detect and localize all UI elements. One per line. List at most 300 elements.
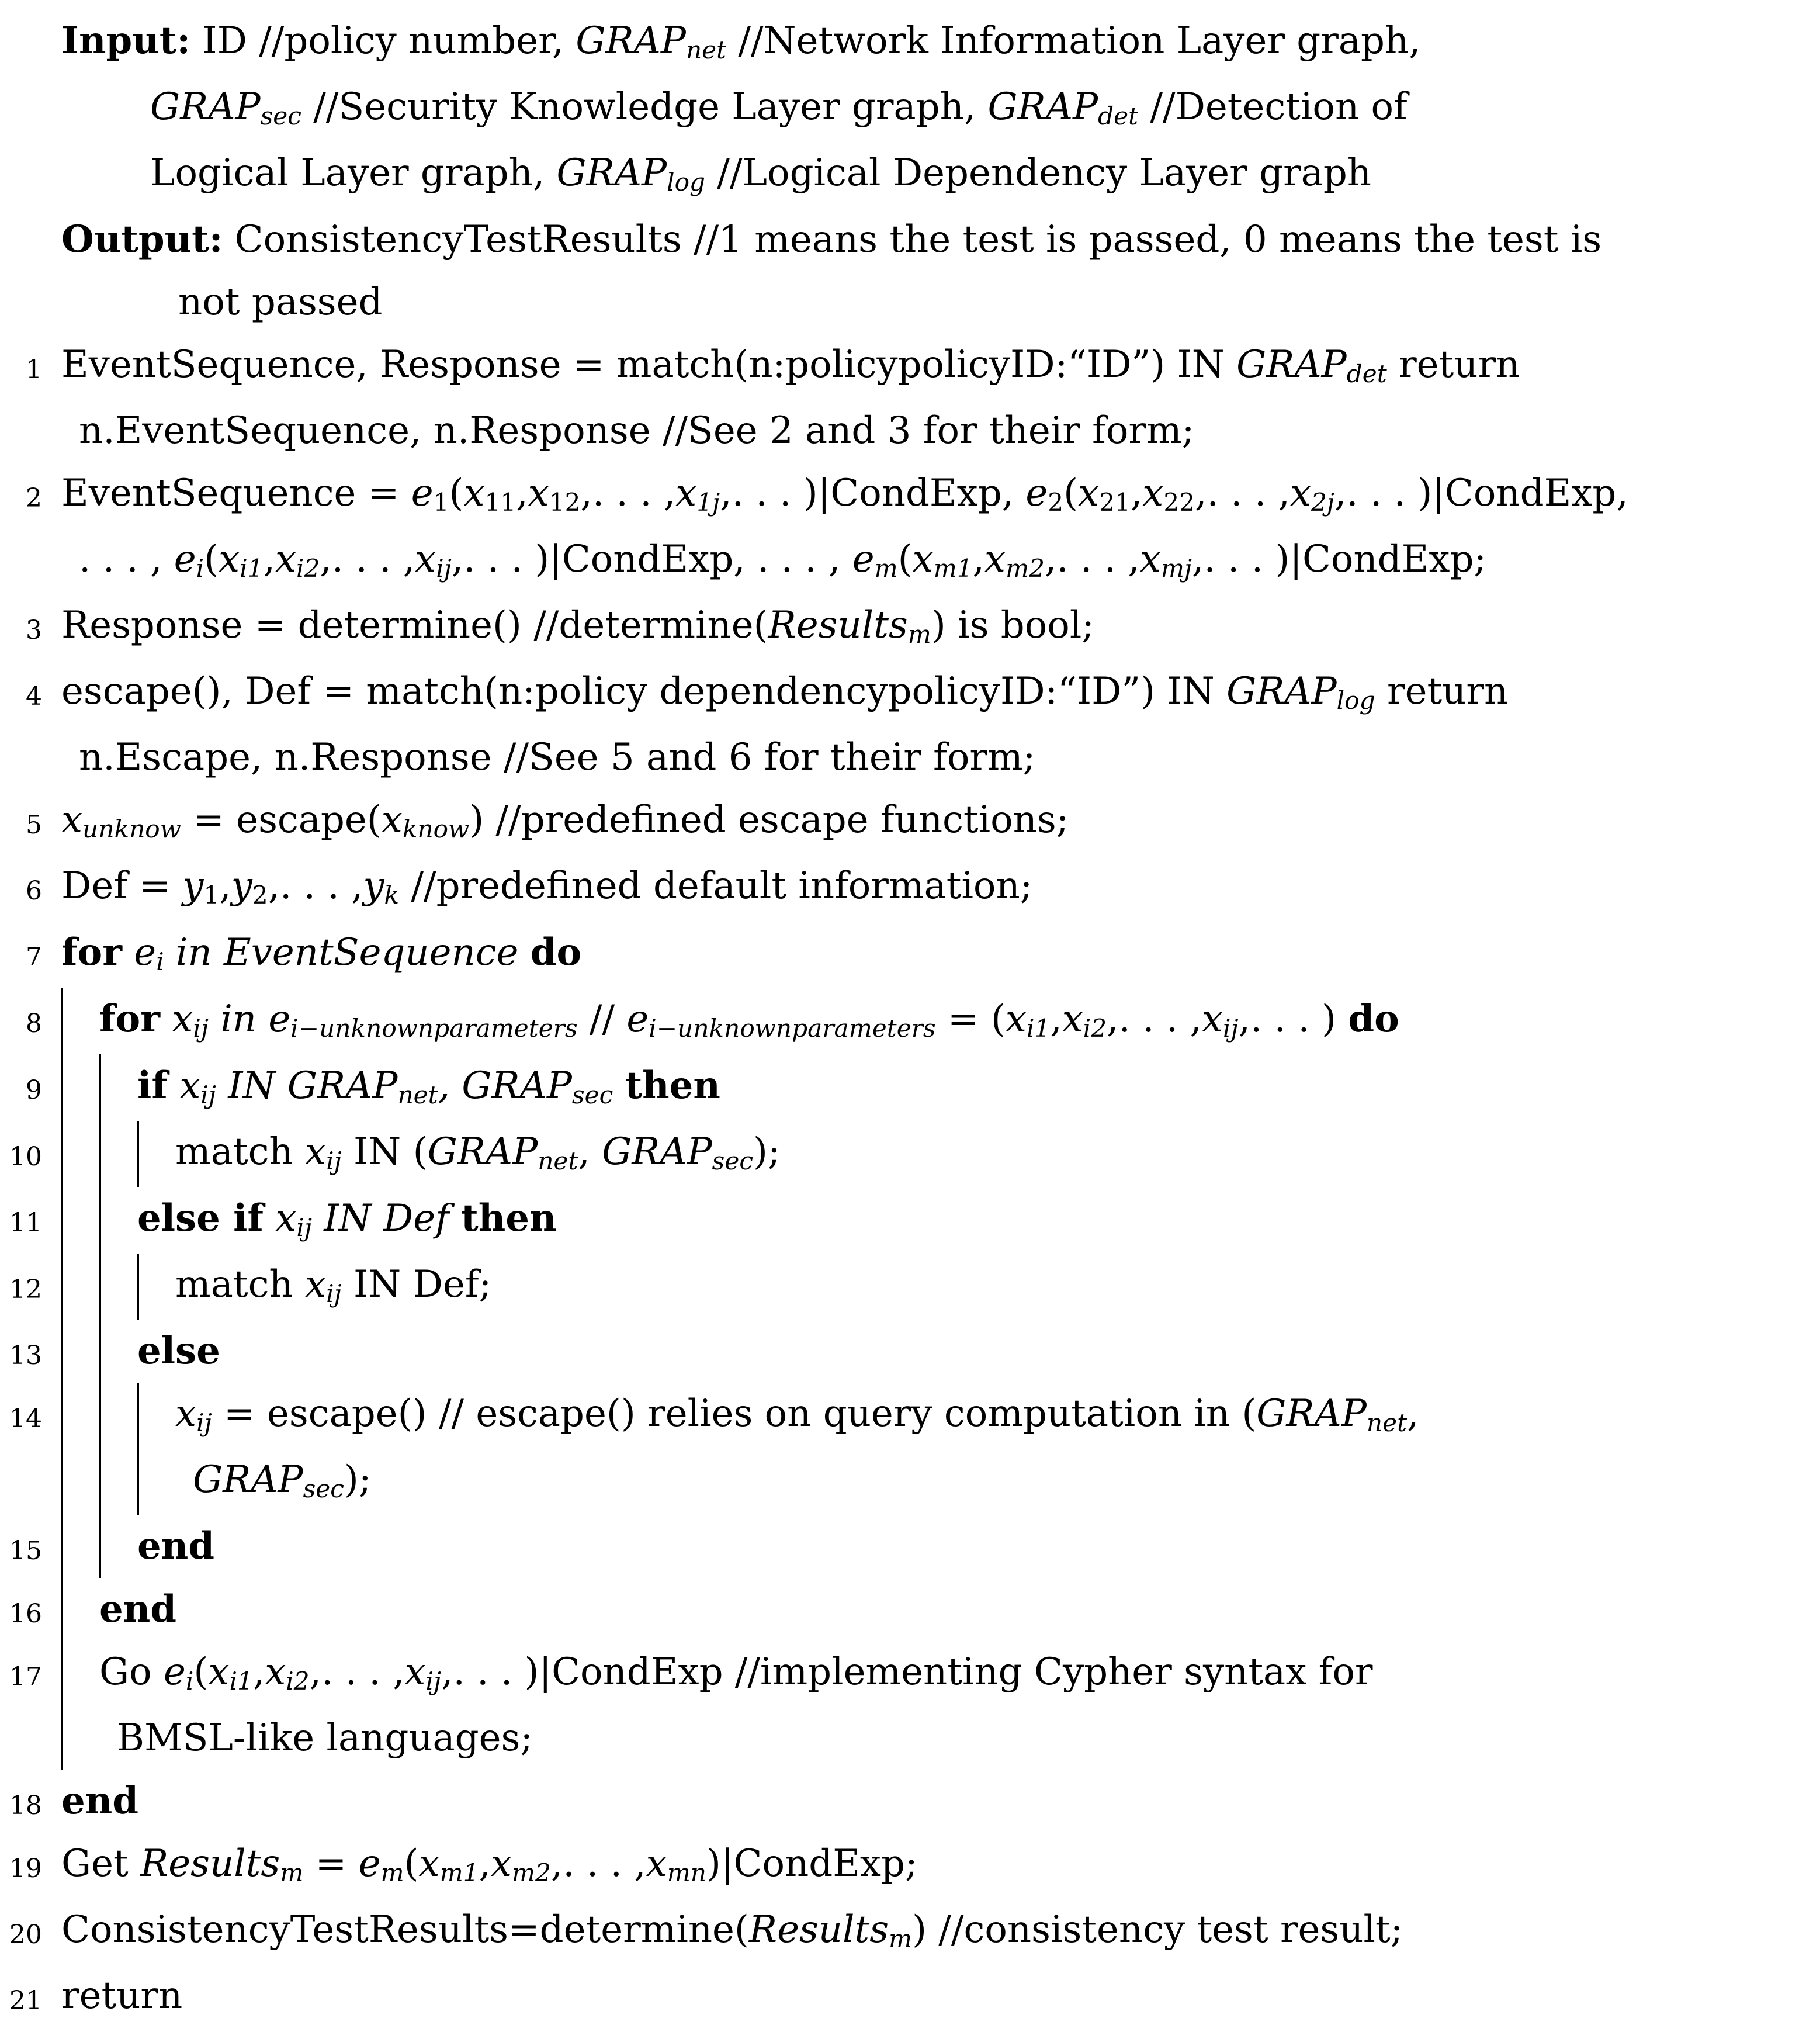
text-run: ( — [193, 1650, 209, 1694]
code-text — [61, 76, 1408, 142]
text-run: ( — [449, 472, 464, 515]
text-run: = ( — [935, 998, 1006, 1041]
text-run: e — [134, 931, 157, 974]
text-run: m — [889, 1924, 913, 1954]
text-run: k — [384, 881, 400, 910]
line-number: 18 — [9, 1791, 42, 1820]
text-run: m — [280, 1858, 304, 1888]
text-run: x — [275, 538, 297, 581]
code-line-continuation — [0, 528, 1820, 594]
code-line-continuation — [0, 142, 1820, 208]
text-run: 22 — [1163, 488, 1195, 517]
line-number — [0, 81, 42, 147]
gutter — [42, 594, 61, 660]
code-text — [99, 1641, 1372, 1707]
text-run: x — [1062, 998, 1083, 1041]
text-run: Input: — [61, 19, 190, 63]
text-run: x — [404, 1650, 426, 1694]
text-run: ij — [326, 1147, 342, 1176]
code-text — [61, 208, 1601, 271]
text-run: Results — [768, 604, 908, 647]
line-number: 16 — [9, 1599, 42, 1629]
text-run: e — [1025, 472, 1048, 515]
code-line — [0, 1833, 1820, 1899]
text-run: )|CondExp; — [706, 1842, 918, 1885]
text-run: end — [99, 1587, 176, 1631]
text-run: ij — [196, 1408, 212, 1438]
text-run: IN GRAP — [216, 1064, 398, 1107]
text-run: m1 — [439, 1858, 479, 1888]
text-run: then — [625, 1064, 720, 1107]
text-run: IN Def; — [341, 1263, 492, 1306]
text-run: //predefined default information; — [399, 864, 1033, 908]
text-run: ,. . . , — [1195, 472, 1290, 515]
block-indent-rule — [61, 1054, 99, 1121]
code-text — [61, 1770, 138, 1833]
line-number: 5 — [26, 810, 42, 840]
gutter — [42, 726, 61, 789]
text-run: BMSL-like languages; — [117, 1716, 533, 1760]
block-indent-rule — [61, 1707, 99, 1770]
code-line-continuation — [0, 271, 1820, 334]
block-indent-rule — [137, 1383, 175, 1449]
line-number: 13 — [9, 1341, 42, 1370]
text-run: e — [358, 1842, 381, 1885]
gutter — [42, 1641, 61, 1707]
text-run: ( — [404, 1842, 419, 1885]
text-run: x — [490, 1842, 512, 1885]
text-run: Get — [61, 1842, 141, 1885]
text-run: Output: — [61, 217, 223, 261]
code-text — [175, 1121, 781, 1187]
line-number — [0, 1453, 42, 1519]
gutter — [42, 1254, 61, 1320]
gutter — [42, 789, 61, 855]
text-run: GRAP — [576, 19, 686, 63]
text-run: Results — [140, 1842, 280, 1885]
text-run: ,. . . , — [309, 1650, 405, 1694]
line-number: 21 — [9, 1986, 42, 2016]
text-run: ( — [897, 538, 913, 581]
text-run: x — [418, 1842, 440, 1885]
text-run: EventSequence, Response = match(n:policypolicyID:“ID”) IN — [61, 343, 1237, 386]
text-run: //Detection of — [1138, 85, 1408, 129]
text-run — [160, 998, 172, 1041]
text-run: 2j — [1311, 488, 1334, 517]
gutter — [42, 1899, 61, 1965]
block-indent-rule — [99, 1320, 137, 1383]
block-indent-rule — [137, 1449, 175, 1515]
gutter — [42, 1187, 61, 1254]
text-run: ij — [1223, 1014, 1239, 1043]
text-run: GRAP — [1236, 343, 1347, 386]
text-run: ( — [204, 538, 219, 581]
code-text — [61, 334, 1520, 400]
code-line-continuation — [0, 1449, 1820, 1515]
text-run: for — [61, 930, 122, 974]
text-run: i — [185, 1667, 194, 1696]
block-indent-rule — [99, 1054, 137, 1121]
text-run: i — [196, 554, 204, 583]
code-line — [0, 1054, 1820, 1121]
text-run: EventSequence = — [61, 472, 411, 515]
text-run: ,. . . )|CondExp //implementing Cypher syntax for — [441, 1650, 1373, 1694]
text-run: do — [530, 930, 582, 974]
text-run: mj — [1160, 554, 1192, 583]
code-text — [61, 726, 1035, 789]
code-line — [0, 921, 1820, 988]
text-run — [122, 931, 134, 974]
block-indent-rule — [99, 1121, 137, 1187]
code-text — [137, 1320, 220, 1383]
text-run: log — [667, 168, 706, 197]
text-run: end — [137, 1524, 214, 1568]
text-run: e — [164, 1650, 186, 1694]
text-run: i — [156, 947, 164, 977]
code-text — [61, 1833, 918, 1899]
code-line — [0, 1383, 1820, 1449]
text-run: 1 — [433, 488, 449, 517]
code-text — [61, 271, 382, 334]
text-run: GRAP — [1226, 670, 1337, 713]
line-number: 19 — [9, 1854, 42, 1884]
line-number — [0, 731, 42, 794]
text-run: IN Def — [311, 1197, 462, 1240]
line-number — [0, 276, 42, 338]
text-run: = escape( — [181, 798, 382, 842]
text-run: net — [685, 36, 727, 65]
text-run: m — [874, 554, 898, 583]
gutter — [42, 660, 61, 726]
text-run: match — [175, 1130, 305, 1173]
gutter — [42, 921, 61, 988]
text-run: , — [263, 538, 275, 581]
gutter — [42, 1770, 61, 1833]
code-line — [0, 1254, 1820, 1320]
code-text — [61, 142, 1371, 208]
gutter — [42, 1707, 61, 1770]
code-line — [0, 988, 1820, 1054]
block-indent-rule — [99, 1449, 137, 1515]
text-run: , — [479, 1842, 491, 1885]
text-run: x — [1078, 472, 1100, 515]
text-run: Response = determine() //determine( — [61, 604, 768, 647]
text-run: , — [252, 1650, 265, 1694]
block-indent-rule — [61, 1383, 99, 1449]
text-run: x — [675, 472, 697, 515]
text-run: x — [1142, 472, 1164, 515]
code-line — [0, 1320, 1820, 1383]
text-run: , — [578, 1130, 602, 1173]
line-number — [0, 1712, 42, 1774]
block-indent-rule — [61, 988, 99, 1054]
text-run: IN ( — [341, 1130, 428, 1173]
text-run: i1 — [1026, 1014, 1051, 1043]
gutter — [42, 1965, 61, 2027]
block-indent-rule — [137, 1121, 175, 1187]
text-run: i2 — [1083, 1014, 1107, 1043]
text-run: match — [175, 1263, 305, 1306]
block-indent-rule — [61, 1121, 99, 1187]
text-run: sec — [712, 1147, 753, 1176]
text-run: , — [516, 472, 528, 515]
gutter — [42, 1833, 61, 1899]
gutter — [42, 1054, 61, 1121]
code-text — [137, 1187, 556, 1254]
line-number — [0, 404, 42, 467]
text-run: . . . , — [79, 538, 174, 581]
block-indent-rule — [61, 1187, 99, 1254]
gutter — [42, 1121, 61, 1187]
text-run: GRAP — [556, 151, 667, 195]
code-text — [137, 1054, 720, 1121]
block-indent-rule — [61, 1320, 99, 1383]
text-run: in EventSequence — [164, 931, 531, 974]
code-text — [61, 921, 581, 988]
text-run: net — [397, 1081, 438, 1110]
text-run: x — [463, 472, 485, 515]
text-run: ,. . . , — [320, 538, 415, 581]
line-number: 8 — [26, 1009, 42, 1038]
line-number: 11 — [9, 1208, 42, 1238]
text-run: = — [303, 1842, 359, 1885]
block-indent-rule — [61, 1641, 99, 1707]
text-run: m1 — [933, 554, 973, 583]
text-run: , GRAP — [438, 1064, 572, 1107]
text-run: in — [208, 998, 269, 1041]
text-run: 1j — [696, 488, 720, 517]
gutter — [42, 208, 61, 271]
code-line — [0, 1899, 1820, 1965]
text-run: e — [174, 538, 196, 581]
gutter — [42, 76, 61, 142]
text-run: ,. . . , — [580, 472, 676, 515]
text-run: end — [61, 1779, 138, 1823]
text-run: i1 — [240, 554, 264, 583]
text-run: n.Escape, n.Response //See 5 and 6 for their form; — [79, 736, 1036, 779]
text-run: //Security Knowledge Layer graph, — [301, 85, 988, 129]
block-indent-rule — [61, 1578, 99, 1641]
text-run: ,. . . , — [268, 864, 363, 908]
line-number: 4 — [26, 681, 42, 711]
text-run: escape(), Def = match(n:policy dependencypolicyID:“ID”) IN — [61, 670, 1227, 713]
line-number: 6 — [26, 876, 42, 906]
text-run: ) //predefined escape functions; — [469, 798, 1069, 842]
text-run: GRAP — [150, 85, 261, 129]
text-run: y — [231, 864, 252, 908]
code-line-continuation — [0, 400, 1820, 462]
code-text — [61, 462, 1628, 528]
text-run: ,. . . )|CondExp, . . . , — [451, 538, 852, 581]
text-run: x — [415, 538, 436, 581]
text-run: x — [912, 538, 934, 581]
gutter — [42, 9, 61, 76]
code-text — [99, 1707, 533, 1770]
gutter — [42, 142, 61, 208]
text-run: ij — [436, 554, 452, 583]
text-run: //Network Information Layer graph, — [726, 19, 1421, 63]
text-run: sec — [303, 1474, 344, 1504]
text-run: Go — [99, 1650, 164, 1694]
text-run: ( — [1063, 472, 1079, 515]
text-run: x — [1201, 998, 1223, 1041]
text-run: det — [1098, 102, 1139, 131]
text-run: i−unknownparameters — [290, 1014, 578, 1043]
text-run: ,. . . )|CondExp, — [720, 472, 1026, 515]
text-run: x — [646, 1842, 667, 1885]
gutter — [42, 1383, 61, 1449]
text-run: 12 — [549, 488, 581, 517]
text-run: x — [984, 538, 1006, 581]
text-run: x — [1289, 472, 1311, 515]
text-run: ij — [296, 1213, 312, 1242]
text-run: else if — [137, 1196, 264, 1240]
code-text — [61, 528, 1486, 594]
text-run: x — [208, 1650, 230, 1694]
code-line — [0, 1770, 1820, 1833]
code-text — [61, 400, 1194, 462]
code-line — [0, 789, 1820, 855]
text-run: Results — [748, 1908, 889, 1951]
text-run: Def = — [61, 864, 183, 908]
line-number: 14 — [9, 1404, 42, 1434]
text-run: i−unknownparameters — [649, 1014, 936, 1043]
text-run: 2 — [252, 881, 268, 910]
block-indent-rule — [61, 1515, 99, 1578]
block-indent-rule — [61, 1449, 99, 1515]
line-number: 1 — [26, 355, 42, 385]
line-number: 3 — [26, 615, 42, 645]
text-run: x — [381, 798, 403, 842]
text-run: sec — [571, 1081, 613, 1110]
text-run: ,. . . , — [550, 1842, 646, 1885]
text-run: x — [1005, 998, 1027, 1041]
gutter — [42, 1449, 61, 1515]
text-run: sec — [260, 102, 301, 131]
text-run — [613, 1064, 625, 1107]
text-run: x — [179, 1064, 201, 1107]
gutter — [42, 1515, 61, 1578]
text-run: e — [852, 538, 875, 581]
text-run: y — [363, 864, 384, 908]
text-run: ) is bool; — [931, 604, 1094, 647]
text-run: GRAP — [427, 1130, 538, 1173]
text-run: if — [137, 1064, 168, 1107]
code-text — [61, 660, 1508, 726]
line-number: 12 — [9, 1275, 42, 1304]
text-run: i2 — [296, 554, 320, 583]
code-text — [99, 1578, 176, 1641]
text-run: ,. . . ) — [1238, 998, 1348, 1041]
gutter — [42, 988, 61, 1054]
text-run: GRAP — [602, 1130, 712, 1173]
text-run: ); — [344, 1458, 372, 1501]
code-line — [0, 1187, 1820, 1254]
text-run: else — [137, 1329, 220, 1373]
text-run: x — [175, 1392, 197, 1435]
text-run: know — [402, 815, 470, 844]
text-run — [168, 1064, 179, 1107]
line-number: 2 — [26, 483, 42, 513]
text-run: e — [626, 998, 649, 1041]
code-line — [0, 1515, 1820, 1578]
line-number — [0, 533, 42, 599]
text-run: y — [182, 864, 204, 908]
text-run: ); — [753, 1130, 781, 1173]
text-run: ,. . . )|CondExp, — [1334, 472, 1628, 515]
code-line — [0, 1121, 1820, 1187]
text-run: 1 — [203, 881, 220, 910]
line-number: 9 — [26, 1075, 42, 1105]
text-run: return — [1375, 670, 1509, 713]
code-line — [0, 1641, 1820, 1707]
block-indent-rule — [137, 1254, 175, 1320]
block-indent-rule — [99, 1187, 137, 1254]
text-run: , — [1407, 1392, 1419, 1435]
text-run: x — [528, 472, 549, 515]
text-run: , — [1050, 998, 1062, 1041]
text-run: ij — [200, 1081, 216, 1110]
line-number: 7 — [26, 942, 42, 972]
line-number: 17 — [9, 1662, 42, 1692]
code-text — [61, 594, 1094, 660]
code-text — [175, 1254, 491, 1320]
line-number — [0, 213, 42, 276]
text-run: ConsistencyTestResults=determine( — [61, 1908, 749, 1951]
text-run: ,. . . )|CondExp; — [1192, 538, 1486, 581]
code-text — [175, 1449, 371, 1515]
text-run: 21 — [1099, 488, 1131, 517]
text-run: , — [972, 538, 984, 581]
code-text — [99, 988, 1399, 1054]
code-line-continuation — [0, 726, 1820, 789]
code-line — [0, 334, 1820, 400]
code-text — [61, 789, 1069, 855]
text-run: ,. . . , — [1107, 998, 1202, 1041]
block-indent-rule — [99, 1254, 137, 1320]
gutter — [42, 400, 61, 462]
gutter — [42, 271, 61, 334]
text-run: for — [99, 997, 160, 1041]
text-run: unknow — [82, 815, 181, 844]
code-line-continuation — [0, 208, 1820, 271]
text-run: ij — [193, 1014, 209, 1043]
text-run: GRAP — [987, 85, 1098, 129]
line-number: 20 — [9, 1920, 42, 1950]
code-line-continuation — [0, 76, 1820, 142]
code-line — [0, 1965, 1820, 2027]
text-run: x — [304, 1130, 327, 1173]
text-run: n.EventSequence, n.Response //See 2 and 3 for their form; — [79, 409, 1195, 452]
text-run: 11 — [484, 488, 516, 517]
line-number — [0, 14, 42, 81]
text-run: not passed — [178, 281, 383, 324]
block-indent-rule — [99, 1383, 137, 1449]
text-run: e — [268, 998, 291, 1041]
text-run: m2 — [511, 1858, 551, 1888]
code-line — [0, 855, 1820, 921]
text-run: = escape() // escape() relies on query computation in ( — [212, 1392, 1257, 1435]
code-text — [61, 855, 1032, 921]
text-run: then — [461, 1196, 557, 1240]
text-run: GRAP — [1256, 1392, 1367, 1435]
text-run: do — [1348, 997, 1399, 1041]
text-run: x — [61, 798, 83, 842]
text-run: i2 — [286, 1667, 310, 1696]
line-number: 15 — [9, 1536, 42, 1566]
code-line — [0, 1578, 1820, 1641]
text-run: m — [380, 1858, 404, 1888]
